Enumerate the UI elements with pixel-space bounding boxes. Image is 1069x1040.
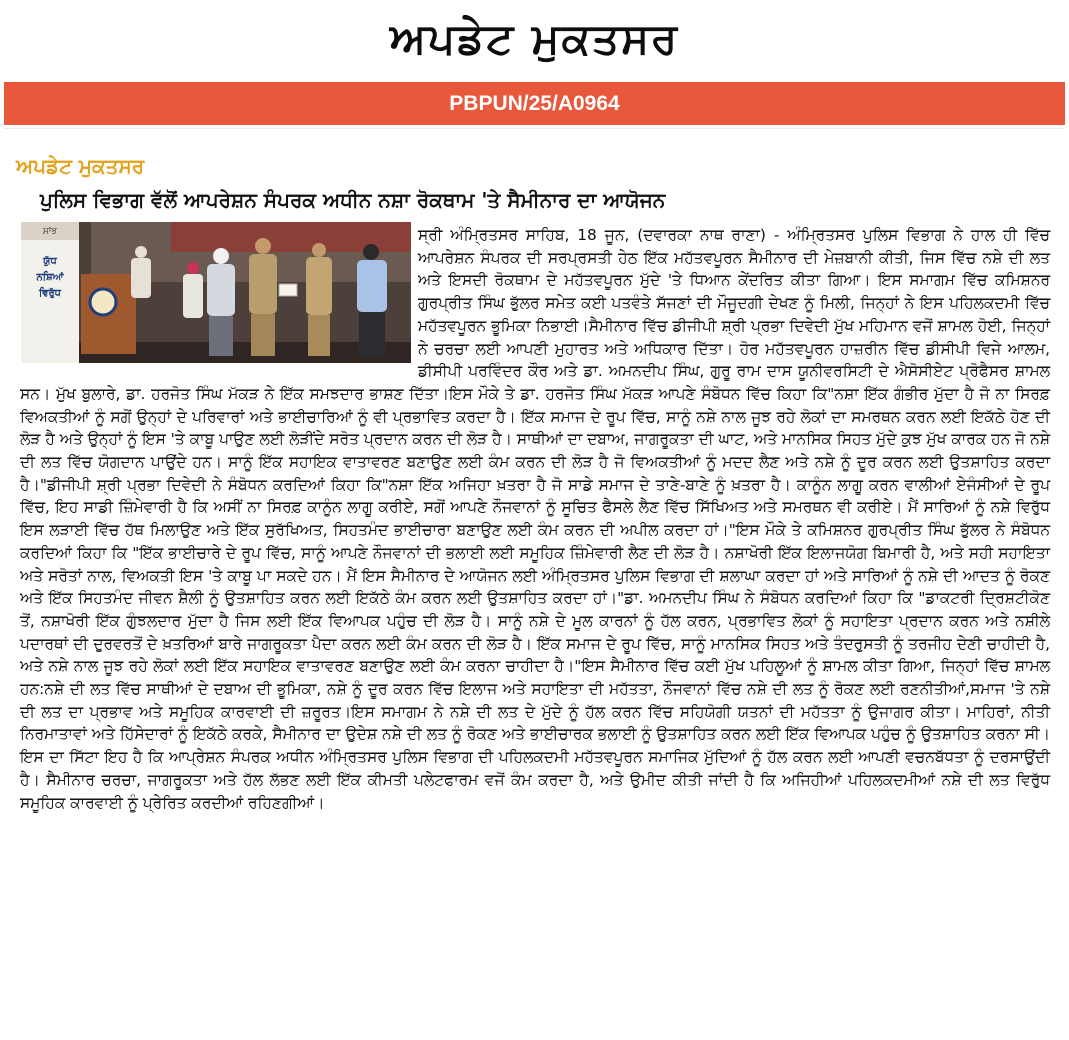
- article-headline: ਪੁਲਿਸ ਵਿਭਾਗ ਵੱਲੋਂ ਆਪਰੇਸ਼ਨ ਸੰਪਰਕ ਅਧੀਨ ਨਸ਼ਾ ਰੋਕਥਾਮ 'ਤੇ ਸੈਮੀਨਾਰ ਦਾ ਆਯੋਜਨ: [40, 188, 666, 212]
- svg-text:ਯੁੱਧ: ਯੁੱਧ: [43, 256, 57, 267]
- article-body: [20, 224, 1050, 814]
- masthead-title: ਅਪਡੇਟ ਮੁਕਤਸਰ: [389, 14, 680, 63]
- photo-wrap-spacer: [20, 224, 418, 368]
- article-text: ਸ੍ਰੀ ਅੰਮ੍ਰਿਤਸਰ ਸਾਹਿਬ, 18 ਜੂਨ, (ਦਵਾਰਕਾ ਨਾਥ ਰਾਣਾ) - ਅੰਮ੍ਰਿਤਸਰ ਪੁਲਿਸ ਵਿਭਾਗ ਨੇ ਹਾਲ ਹੀ ਵਿੱਚ ਆਪਰੇਸ਼ਨ ਸੰਪਰਕ ਦੀ ਸਰਪ੍ਰਸਤੀ ਹੇਠ ਇੱਕ ਮਹੱਤਵਪੂਰਨ ਸੈਮੀਨਾਰ ਦੀ ਮੇਜ਼ਬਾਨੀ ਕੀਤੀ, ਜਿਸ ਵਿੱਚ ਨਸ਼ੇ ਦੀ ਲਤ ਅਤੇ ਇਸਦੀ ਰੋਕਥਾਮ ਦੇ ਮਹੱਤਵਪੂਰਨ ਮੁੱਦੇ 'ਤੇ ਧਿਆਨ ਕੇਂਦਰਿਤ ਕੀਤਾ ਗਿਆ। ਇਸ ਸਮਾਗਮ ਵਿੱਚ ਕਮਿਸ਼ਨਰ ਗੁਰਪ੍ਰੀਤ ਸਿੰਘ ਭੁੱਲਰ ਸਮੇਤ ਕਈ ਪਤਵੰਤੇ ਸੱਜਣਾਂ ਦੀ ਮੌਜੂਦਗੀ ਦੇਖਣ ਨੂੰ ਮਿਲੀ, ਜਿਨ੍ਹਾਂ ਨੇ ਇਸ ਪਹਿਲਕਦਮੀ ਵਿੱਚ ਮਹੱਤਵਪੂਰਨ ਭੂਮਿਕਾ ਨਿਭਾਈ।ਸੈਮੀਨਾਰ ਵਿੱਚ ਡੀਜੀਪੀ ਸ਼੍ਰੀ ਪ੍ਰਭਾ ਦਿਵੇਦੀ ਮੁੱਖ ਮਹਿਮਾਨ ਵਜੋਂ ਸ਼ਾਮਲ ਹੋਈ, ਜਿਨ੍ਹਾਂ ਨੇ ਚਰਚਾ ਲਈ ਆਪਣੀ ਮੁਹਾਰਤ ਅਤੇ ਅਧਿਕਾਰ ਦਿੱਤਾ। ਹੋਰ ਮਹੱਤਵਪੂਰਨ ਹਾਜ਼ਰੀਨ ਵਿੱਚ ਡੀਸੀਪੀ ਵਿਜੇ ਆਲਮ, ਡੀਸੀਪੀ ਪਰਵਿੰਦਰ ਕੌਰ ਅਤੇ ਡਾ. ਅਮਨਦੀਪ ਸਿੰਘ, ਗੁਰੂ ਰਾਮ ਦਾਸ ਯੂਨੀਵਰਸਿਟੀ ਦੇ ਐਸੋਸੀਏਟ ਪ੍ਰੋਫੈਸਰ ਸ਼ਾਮਲ ਸਨ। ਮੁੱਖ ਬੁਲਾਰੇ, ਡਾ. ਹਰਜੋਤ ਸਿੰਘ ਮੱਕੜ ਨੇ ਇੱਕ ਸਮਝਦਾਰ ਭਾਸ਼ਣ ਦਿੱਤਾ।ਇਸ ਮੌਕੇ ਤੇ ਡਾ. ਹਰਜੋਤ ਸਿੰਘ ਮੱਕੜ ਆਪਣੇ ਸੰਬੋਧਨ ਵਿੱਚ ਕਿਹਾ ਕਿ"ਨਸ਼ਾ ਇੱਕ ਗੰਭੀਰ ਮੁੱਦਾ ਹੈ ਜੋ ਨਾ ਸਿਰਫ਼ ਵਿਅਕਤੀਆਂ ਨੂੰ ਸਗੋਂ ਉਨ੍ਹਾਂ ਦੇ ਪਰਿਵਾਰਾਂ ਅਤੇ ਭਾਈਚਾਰਿਆਂ ਨੂੰ ਵੀ ਪ੍ਰਭਾਵਿਤ ਕਰਦਾ ਹੈ। ਇੱਕ ਸਮਾਜ ਦੇ ਰੂਪ ਵਿੱਚ, ਸਾਨੂੰ ਨਸ਼ੇ ਨਾਲ ਜੂਝ ਰਹੇ ਲੋਕਾਂ ਦਾ ਸਮਰਥਨ ਕਰਨ ਲਈ ਇਕੱਠੇ ਹੋਣ ਦੀ ਲੋੜ ਹੈ ਅਤੇ ਉਨ੍ਹਾਂ ਨੂੰ ਇਸ 'ਤੇ ਕਾਬੂ ਪਾਉਣ ਲਈ ਲੋੜੀਂਦੇ ਸਰੋਤ ਪ੍ਰਦਾਨ ਕਰਨ ਦੀ ਲੋੜ ਹੈ। ਸਾਥੀਆਂ ਦਾ ਦਬਾਅ, ਜਾਗਰੂਕਤਾ ਦੀ ਘਾਟ, ਅਤੇ ਮਾਨਸਿਕ ਸਿਹਤ ਮੁੱਦੇ ਕੁਝ ਮੁੱਖ ਕਾਰਕ ਹਨ ਜੋ ਨਸ਼ੇ ਦੀ ਲਤ ਵਿੱਚ ਯੋਗਦਾਨ ਪਾਉਂਦੇ ਹਨ। ਸਾਨੂੰ ਇੱਕ ਸਹਾਇਕ ਵਾਤਾਵਰਣ ਬਣਾਉਣ ਲਈ ਕੰਮ ਕਰਨ ਦੀ ਲੋੜ ਹੈ ਜੋ ਵਿਅਕਤੀਆਂ ਨੂੰ ਮਦਦ ਲੈਣ ਅਤੇ ਨਸ਼ੇ ਨੂੰ ਦੂਰ ਕਰਨ ਲਈ ਉਤਸ਼ਾਹਿਤ ਕਰਦਾ ਹੈ।"ਡੀਜੀਪੀ ਸ਼੍ਰੀ ਪ੍ਰਭਾ ਦਿਵੇਦੀ ਨੇ ਸੰਬੋਧਨ ਕਰਦਿਆਂ ਕਿਹਾ ਕਿ"ਨਸ਼ਾ ਇੱਕ ਅਜਿਹਾ ਖ਼ਤਰਾ ਹੈ ਜੋ ਸਾਡੇ ਸਮਾਜ ਦੇ ਤਾਣੇ-ਬਾਣੇ ਨੂੰ ਖ਼ਤਰਾ ਹੈ। ਕਾਨੂੰਨ ਲਾਗੂ ਕਰਨ ਵਾਲੀਆਂ ਏਜੰਸੀਆਂ ਦੇ ਰੂਪ ਵਿੱਚ, ਇਹ ਸਾਡੀ ਜ਼ਿੰਮੇਵਾਰੀ ਹੈ ਕਿ ਅਸੀਂ ਨਾ ਸਿਰਫ਼ ਕਾਨੂੰਨ ਲਾਗੂ ਕਰੀਏ, ਸਗੋਂ ਆਪਣੇ ਨੌਜਵਾਨਾਂ ਨੂੰ ਸੂਚਿਤ ਫੈਸਲੇ ਲੈਣ ਵਿੱਚ ਸਿੱਖਿਅਤ ਅਤੇ ਸਮਰਥਨ ਵੀ ਕਰੀਏ। ਮੈਂ ਸਾਰਿਆਂ ਨੂੰ ਨਸ਼ੇ ਵਿਰੁੱਧ ਇਸ ਲੜਾਈ ਵਿੱਚ ਹੱਥ ਮਿਲਾਉਣ ਅਤੇ ਇੱਕ ਸੁਰੱਖਿਅਤ, ਸਿਹਤਮੰਦ ਭਾਈਚਾਰਾ ਬਣਾਉਣ ਲਈ ਕੰਮ ਕਰਨ ਦੀ ਅਪੀਲ ਕਰਦਾ ਹਾਂ।"ਇਸ ਮੌਕੇ ਤੇ ਕਮਿਸ਼ਨਰ ਗੁਰਪ੍ਰੀਤ ਸਿੰਘ ਭੁੱਲਰ ਨੇ ਸੰਬੋਧਨ ਕਰਦਿਆਂ ਕਿਹਾ ਕਿ "ਇੱਕ ਭਾਈਚਾਰੇ ਦੇ ਰੂਪ ਵਿੱਚ, ਸਾਨੂੰ ਆਪਣੇ ਨੌਜਵਾਨਾਂ ਦੀ ਭਲਾਈ ਲਈ ਸਮੂਹਿਕ ਜ਼ਿੰਮੇਵਾਰੀ ਲੈਣ ਦੀ ਲੋੜ ਹੈ। ਨਸ਼ਾਖੋਰੀ ਇੱਕ ਇਲਾਜਯੋਗ ਬਿਮਾਰੀ ਹੈ, ਅਤੇ ਸਹੀ ਸਹਾਇਤਾ ਅਤੇ ਸਰੋਤਾਂ ਨਾਲ, ਵਿਅਕਤੀ ਇਸ 'ਤੇ ਕਾਬੂ ਪਾ ਸਕਦੇ ਹਨ। ਮੈਂ ਇਸ ਸੈਮੀਨਾਰ ਦੇ ਆਯੋਜਨ ਲਈ ਅੰਮ੍ਰਿਤਸਰ ਪੁਲਿਸ ਵਿਭਾਗ ਦੀ ਸ਼ਲਾਘਾ ਕਰਦਾ ਹਾਂ ਅਤੇ ਸਾਰਿਆਂ ਨੂੰ ਨਸ਼ੇ ਦੀ ਆਦਤ ਨੂੰ ਰੋਕਣ ਅਤੇ ਇੱਕ ਸਿਹਤਮੰਦ ਜੀਵਨ ਸ਼ੈਲੀ ਨੂੰ ਉਤਸ਼ਾਹਿਤ ਕਰਨ ਲਈ ਇਕੱਠੇ ਕੰਮ ਕਰਨ ਲਈ ਉਤਸ਼ਾਹਿਤ ਕਰਦਾ ਹਾਂ।"ਡਾ. ਅਮਨਦੀਪ ਸਿੰਘ ਨੇ ਸੰਬੋਧਨ ਕਰਦਿਆਂ ਕਿਹਾ ਕਿ "ਡਾਕਟਰੀ ਦ੍ਰਿਸ਼ਟੀਕੋਣ ਤੋਂ, ਨਸ਼ਾਖੋਰੀ ਇੱਕ ਗੁੰਝਲਦਾਰ ਮੁੱਦਾ ਹੈ ਜਿਸ ਲਈ ਇੱਕ ਵਿਆਪਕ ਪਹੁੰਚ ਦੀ ਲੋੜ ਹੈ। ਸਾਨੂੰ ਨਸ਼ੇ ਦੇ ਮੂਲ ਕਾਰਨਾਂ ਨੂੰ ਹੱਲ ਕਰਨ, ਪ੍ਰਭਾਵਿਤ ਲੋਕਾਂ ਨੂੰ ਸਹਾਇਤਾ ਪ੍ਰਦਾਨ ਕਰਨ ਅਤੇ ਨਸ਼ੀਲੇ ਪਦਾਰਥਾਂ ਦੀ ਦੁਰਵਰਤੋਂ ਦੇ ਖ਼ਤਰਿਆਂ ਬਾਰੇ ਜਾਗਰੂਕਤਾ ਪੈਦਾ ਕਰਨ ਲਈ ਕੰਮ ਕਰਨ ਦੀ ਲੋੜ ਹੈ। ਇੱਕ ਸਮਾਜ ਦੇ ਰੂਪ ਵਿੱਚ, ਸਾਨੂੰ ਮਾਨਸਿਕ ਸਿਹਤ ਅਤੇ ਤੰਦਰੁਸਤੀ ਨੂੰ ਤਰਜੀਹ ਦੇਣੀ ਚਾਹੀਦੀ ਹੈ, ਅਤੇ ਨਸ਼ੇ ਨਾਲ ਜੂਝ ਰਹੇ ਲੋਕਾਂ ਲਈ ਇੱਕ ਸਹਾਇਕ ਵਾਤਾਵਰਣ ਬਣਾਉਣ ਲਈ ਕੰਮ ਕਰਨਾ ਚਾਹੀਦਾ ਹੈ।"ਇਸ ਸੈਮੀਨਾਰ ਵਿੱਚ ਕਈ ਮੁੱਖ ਪਹਿਲੂਆਂ ਨੂੰ ਸ਼ਾਮਲ ਕੀਤਾ ਗਿਆ, ਜਿਨ੍ਹਾਂ ਵਿੱਚ ਸ਼ਾਮਲ ਹਨ:ਨਸ਼ੇ ਦੀ ਲਤ ਵਿੱਚ ਸਾਥੀਆਂ ਦੇ ਦਬਾਅ ਦੀ ਭੂਮਿਕਾ, ਨਸ਼ੇ ਨੂੰ ਦੂਰ ਕਰਨ ਵਿੱਚ ਇਲਾਜ ਅਤੇ ਸਹਾਇਤਾ ਦੀ ਮਹੱਤਤਾ, ਨੌਜਵਾਨਾਂ ਵਿੱਚ ਨਸ਼ੇ ਦੀ ਲਤ ਨੂੰ ਰੋਕਣ ਲਈ ਰਣਨੀਤੀਆਂ,ਸਮਾਜ 'ਤੇ ਨਸ਼ੇ ਦੀ ਲਤ ਦਾ ਪ੍ਰਭਾਵ ਅਤੇ ਸਮੂਹਿਕ ਕਾਰਵਾਈ ਦੀ ਜ਼ਰੂਰਤ।ਇਸ ਸਮਾਗਮ ਨੇ ਨਸ਼ੇ ਦੀ ਲਤ ਦੇ ਮੁੱਦੇ ਨੂੰ ਹੱਲ ਕਰਨ ਵਿੱਚ ਸਹਿਯੋਗੀ ਯਤਨਾਂ ਦੀ ਮਹੱਤਤਾ ਨੂੰ ਉਜਾਗਰ ਕੀਤਾ। ਮਾਹਿਰਾਂ, ਨੀਤੀ ਨਿਰਮਾਤਾਵਾਂ ਅਤੇ ਹਿੱਸੇਦਾਰਾਂ ਨੂੰ ਇਕੱਠੇ ਕਰਕੇ, ਸੈਮੀਨਾਰ ਦਾ ਉਦੇਸ਼ ਨਸ਼ੇ ਦੀ ਲਤ ਨੂੰ ਰੋਕਣ ਅਤੇ ਭਾਈਚਾਰਕ ਭਲਾਈ ਨੂੰ ਉਤਸ਼ਾਹਿਤ ਕਰਨ ਲਈ ਇੱਕ ਵਿਆਪਕ ਪਹੁੰਚ ਨੂੰ ਉਤਸ਼ਾਹਿਤ ਕਰਨਾ ਸੀ।ਇਸ ਦਾ ਸਿੱਟਾ ਇਹ ਹੈ ਕਿ ਆਪ੍ਰੇਸ਼ਨ ਸੰਪਰਕ ਅਧੀਨ ਅੰਮ੍ਰਿਤਸਰ ਪੁਲਿਸ ਵਿਭਾਗ ਦੀ ਪਹਿਲਕਦਮੀ ਮਹੱਤਵਪੂਰਨ ਸਮਾਜਿਕ ਮੁੱਦਿਆਂ ਨੂੰ ਹੱਲ ਕਰਨ ਲਈ ਆਪਣੀ ਵਚਨਬੱਧਤਾ ਨੂੰ ਦਰਸਾਉਂਦੀ ਹੈ। ਸੈਮੀਨਾਰ ਚਰਚਾ, ਜਾਗਰੂਕਤਾ ਅਤੇ ਹੱਲ ਲੱਭਣ ਲਈ ਇੱਕ ਕੀਮਤੀ ਪਲੇਟਫਾਰਮ ਵਜੋਂ ਕੰਮ ਕਰਦਾ ਹੈ, ਅਤੇ ਉਮੀਦ ਕੀਤੀ ਜਾਂਦੀ ਹੈ ਕਿ ਅਜਿਹੀਆਂ ਪਹਿਲਕਦਮੀਆਂ ਨਸ਼ੇ ਦੀ ਲਤ ਵਿਰੁੱਧ ਸਮੂਹਿਕ ਕਾਰਵਾਈ ਨੂੰ ਪ੍ਰੇਰਿਤ ਕਰਦੀਆਂ ਰਹਿਣਗੀਆਂ।: [20, 226, 1050, 812]
- svg-text:ਵਿਰੁੱਧ: ਵਿਰੁੱਧ: [39, 288, 61, 299]
- divider: [4, 128, 1065, 129]
- svg-text:ਨਸ਼ਿਆਂ: ਨਸ਼ਿਆਂ: [36, 272, 64, 283]
- section-label: ਅਪਡੇਟ ਮੁਕਤਸਰ: [16, 154, 145, 178]
- reference-code-bar: [4, 82, 1065, 125]
- banner-text: ਸਾਂਝ: [42, 227, 58, 237]
- masthead: [0, 0, 1069, 82]
- reference-code: PBPUN/25/A0964: [449, 92, 620, 115]
